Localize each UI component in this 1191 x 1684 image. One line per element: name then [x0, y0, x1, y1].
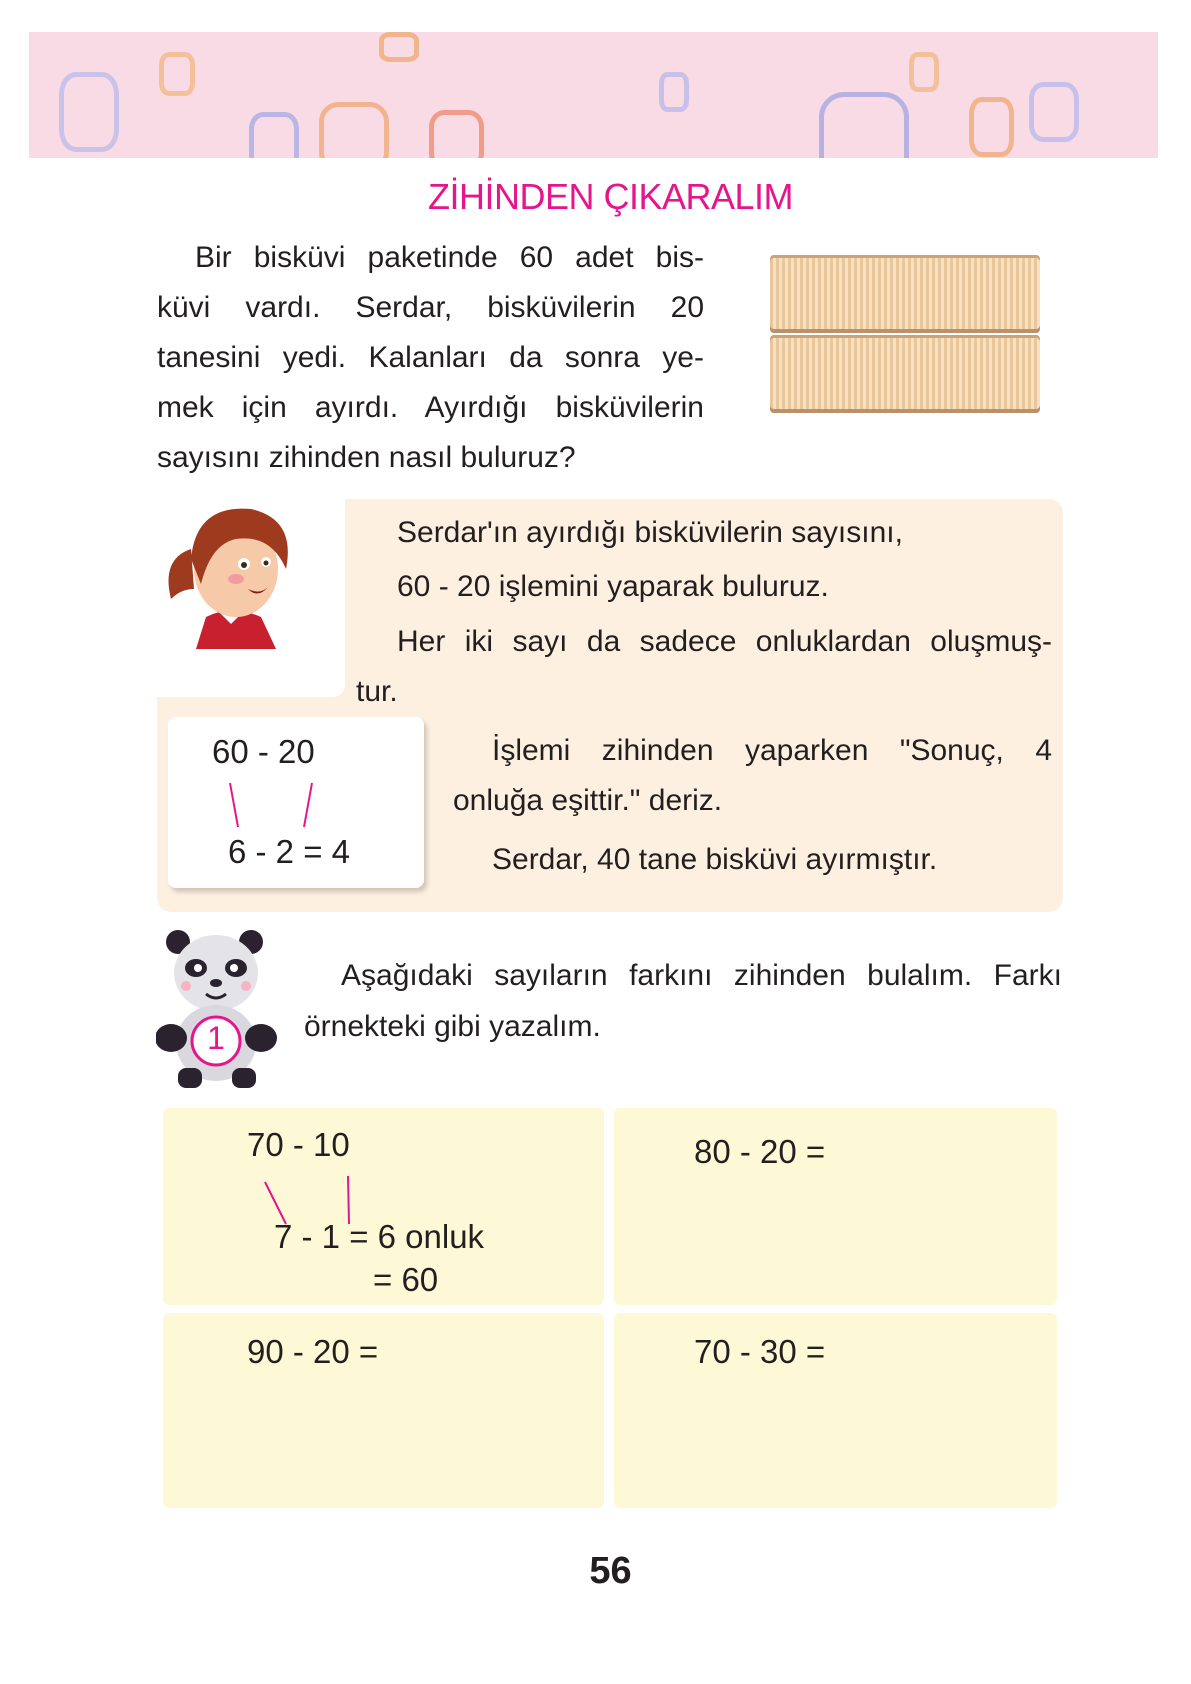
problem-line: Bir bisküvi paketinde 60 adet bis-: [195, 241, 704, 274]
girl-character-illustration: [156, 499, 306, 649]
problem-line: mek için ayırdı. Ayırdığı bisküvilerin: [157, 391, 704, 424]
speech-line: Serdar'ın ayırdığı bisküvilerin sayısını,: [397, 516, 903, 549]
explain-line: İşlemi zihinden yaparken "Sonuç, 4: [492, 734, 1052, 767]
panda-mascot-illustration: [156, 928, 277, 1089]
example-card: [168, 717, 424, 888]
speech-line: 60 - 20 işlemini yaparak buluruz.: [397, 570, 829, 603]
exercise-cell: [614, 1108, 1057, 1305]
cell-problem: 70 - 10: [247, 1126, 350, 1163]
problem-line: küvi vardı. Serdar, bisküvilerin 20: [157, 291, 704, 324]
speech-line: Her iki sayı da sadece onluklardan oluşmuş-: [397, 625, 1052, 658]
page-title: ZİHİNDEN ÇIKARALIM: [427, 176, 794, 217]
problem-line: tanesini yedi. Kalanları da sonra ye-: [157, 341, 704, 374]
instruction-line: Aşağıdaki sayıların farkını zihinden bulalım. Farkı: [341, 959, 1062, 992]
explain-line: Serdar, 40 tane bisküvi ayırmıştır.: [492, 843, 938, 876]
example-bottom: 6 - 2 = 4: [228, 833, 350, 870]
cell-problem[interactable]: 80 - 20 =: [694, 1133, 826, 1170]
cell-problem[interactable]: 70 - 30 =: [694, 1333, 826, 1370]
explain-line: onluğa eşittir." deriz.: [453, 784, 723, 817]
exercise-cell: [614, 1313, 1057, 1508]
biscuit-image: [770, 255, 1040, 445]
cell-result: = 60: [373, 1261, 439, 1298]
decorative-banner: [29, 32, 1158, 158]
exercise-number: 1: [207, 1020, 225, 1056]
exercise-grid: [163, 1108, 1057, 1508]
cell-step: 7 - 1 = 6 onluk: [274, 1218, 485, 1255]
example-top: 60 - 20: [212, 733, 315, 770]
exercise-cell: [163, 1313, 604, 1508]
instruction-line: örnekteki gibi yazalım.: [304, 1010, 601, 1043]
exercise-cell: [163, 1108, 604, 1305]
page-number: 56: [589, 1550, 632, 1592]
problem-line: sayısını zihinden nasıl buluruz?: [157, 441, 576, 474]
cell-problem[interactable]: 90 - 20 =: [247, 1333, 379, 1370]
speech-line: tur.: [356, 675, 398, 708]
